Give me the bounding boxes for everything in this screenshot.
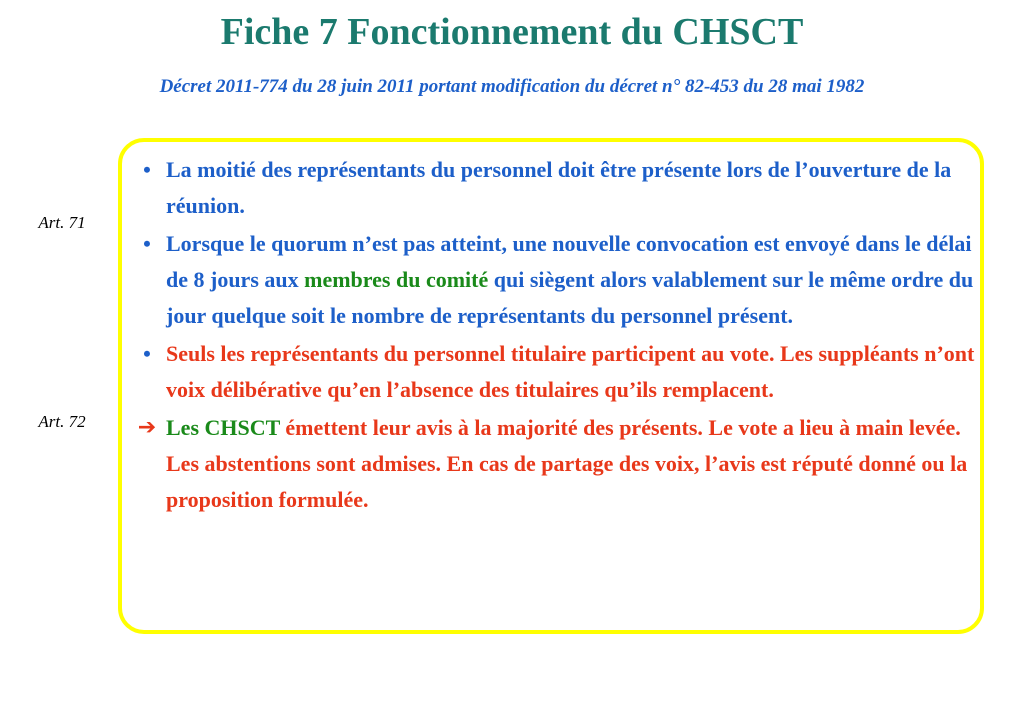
bullet-icon: • <box>143 231 151 256</box>
decree-subtitle: Décret 2011-774 du 28 juin 2011 portant modification du décret n° 82-453 du 28 mai 1982 <box>159 76 865 97</box>
item-text-part2: émettent leur avis à la majorité des présents. Le vote a lieu à main levée. Les abstentions sont admises. En cas de partage des voix, l’avis est réputé donné ou la proposition formulée. <box>166 415 968 512</box>
bullet-icon: • <box>143 341 151 366</box>
item-text-part1: Lorsque le quorum n’est pas atteint, une nouvelle convocation est envoyé dans le délai de 8 jours aux <box>166 231 972 292</box>
article-71-label: Art. 71 <box>38 213 86 232</box>
item-text: La moitié des représentants du personnel doit être présente lors de l’ouverture de la réunion. <box>166 157 952 218</box>
item-text-highlight: Les CHSCT <box>166 415 280 440</box>
list-item-new-convocation <box>130 226 986 334</box>
article-72-label: Art. 72 <box>38 412 86 431</box>
list-item-opinion-majority <box>130 410 986 518</box>
list-item-voting-members <box>130 336 986 408</box>
item-text-highlight: membres du comité <box>304 267 489 292</box>
content-list <box>130 152 986 518</box>
arrow-right-icon: ➔ <box>137 415 157 440</box>
list-item-quorum <box>130 152 986 224</box>
item-text-part3: qui siègent alors valablement sur le même ordre du jour quelque soit le nombre de représentants du personnel présent. <box>166 267 974 328</box>
page-title: Fiche 7 Fonctionnement du CHSCT <box>220 11 804 53</box>
item-text: Seuls les représentants du personnel titulaire participent au vote. Les suppléants n’ont voix délibérative qu’en l’absence des titulaires qu’ils remplacent. <box>166 341 975 402</box>
bullet-icon: • <box>143 157 151 182</box>
